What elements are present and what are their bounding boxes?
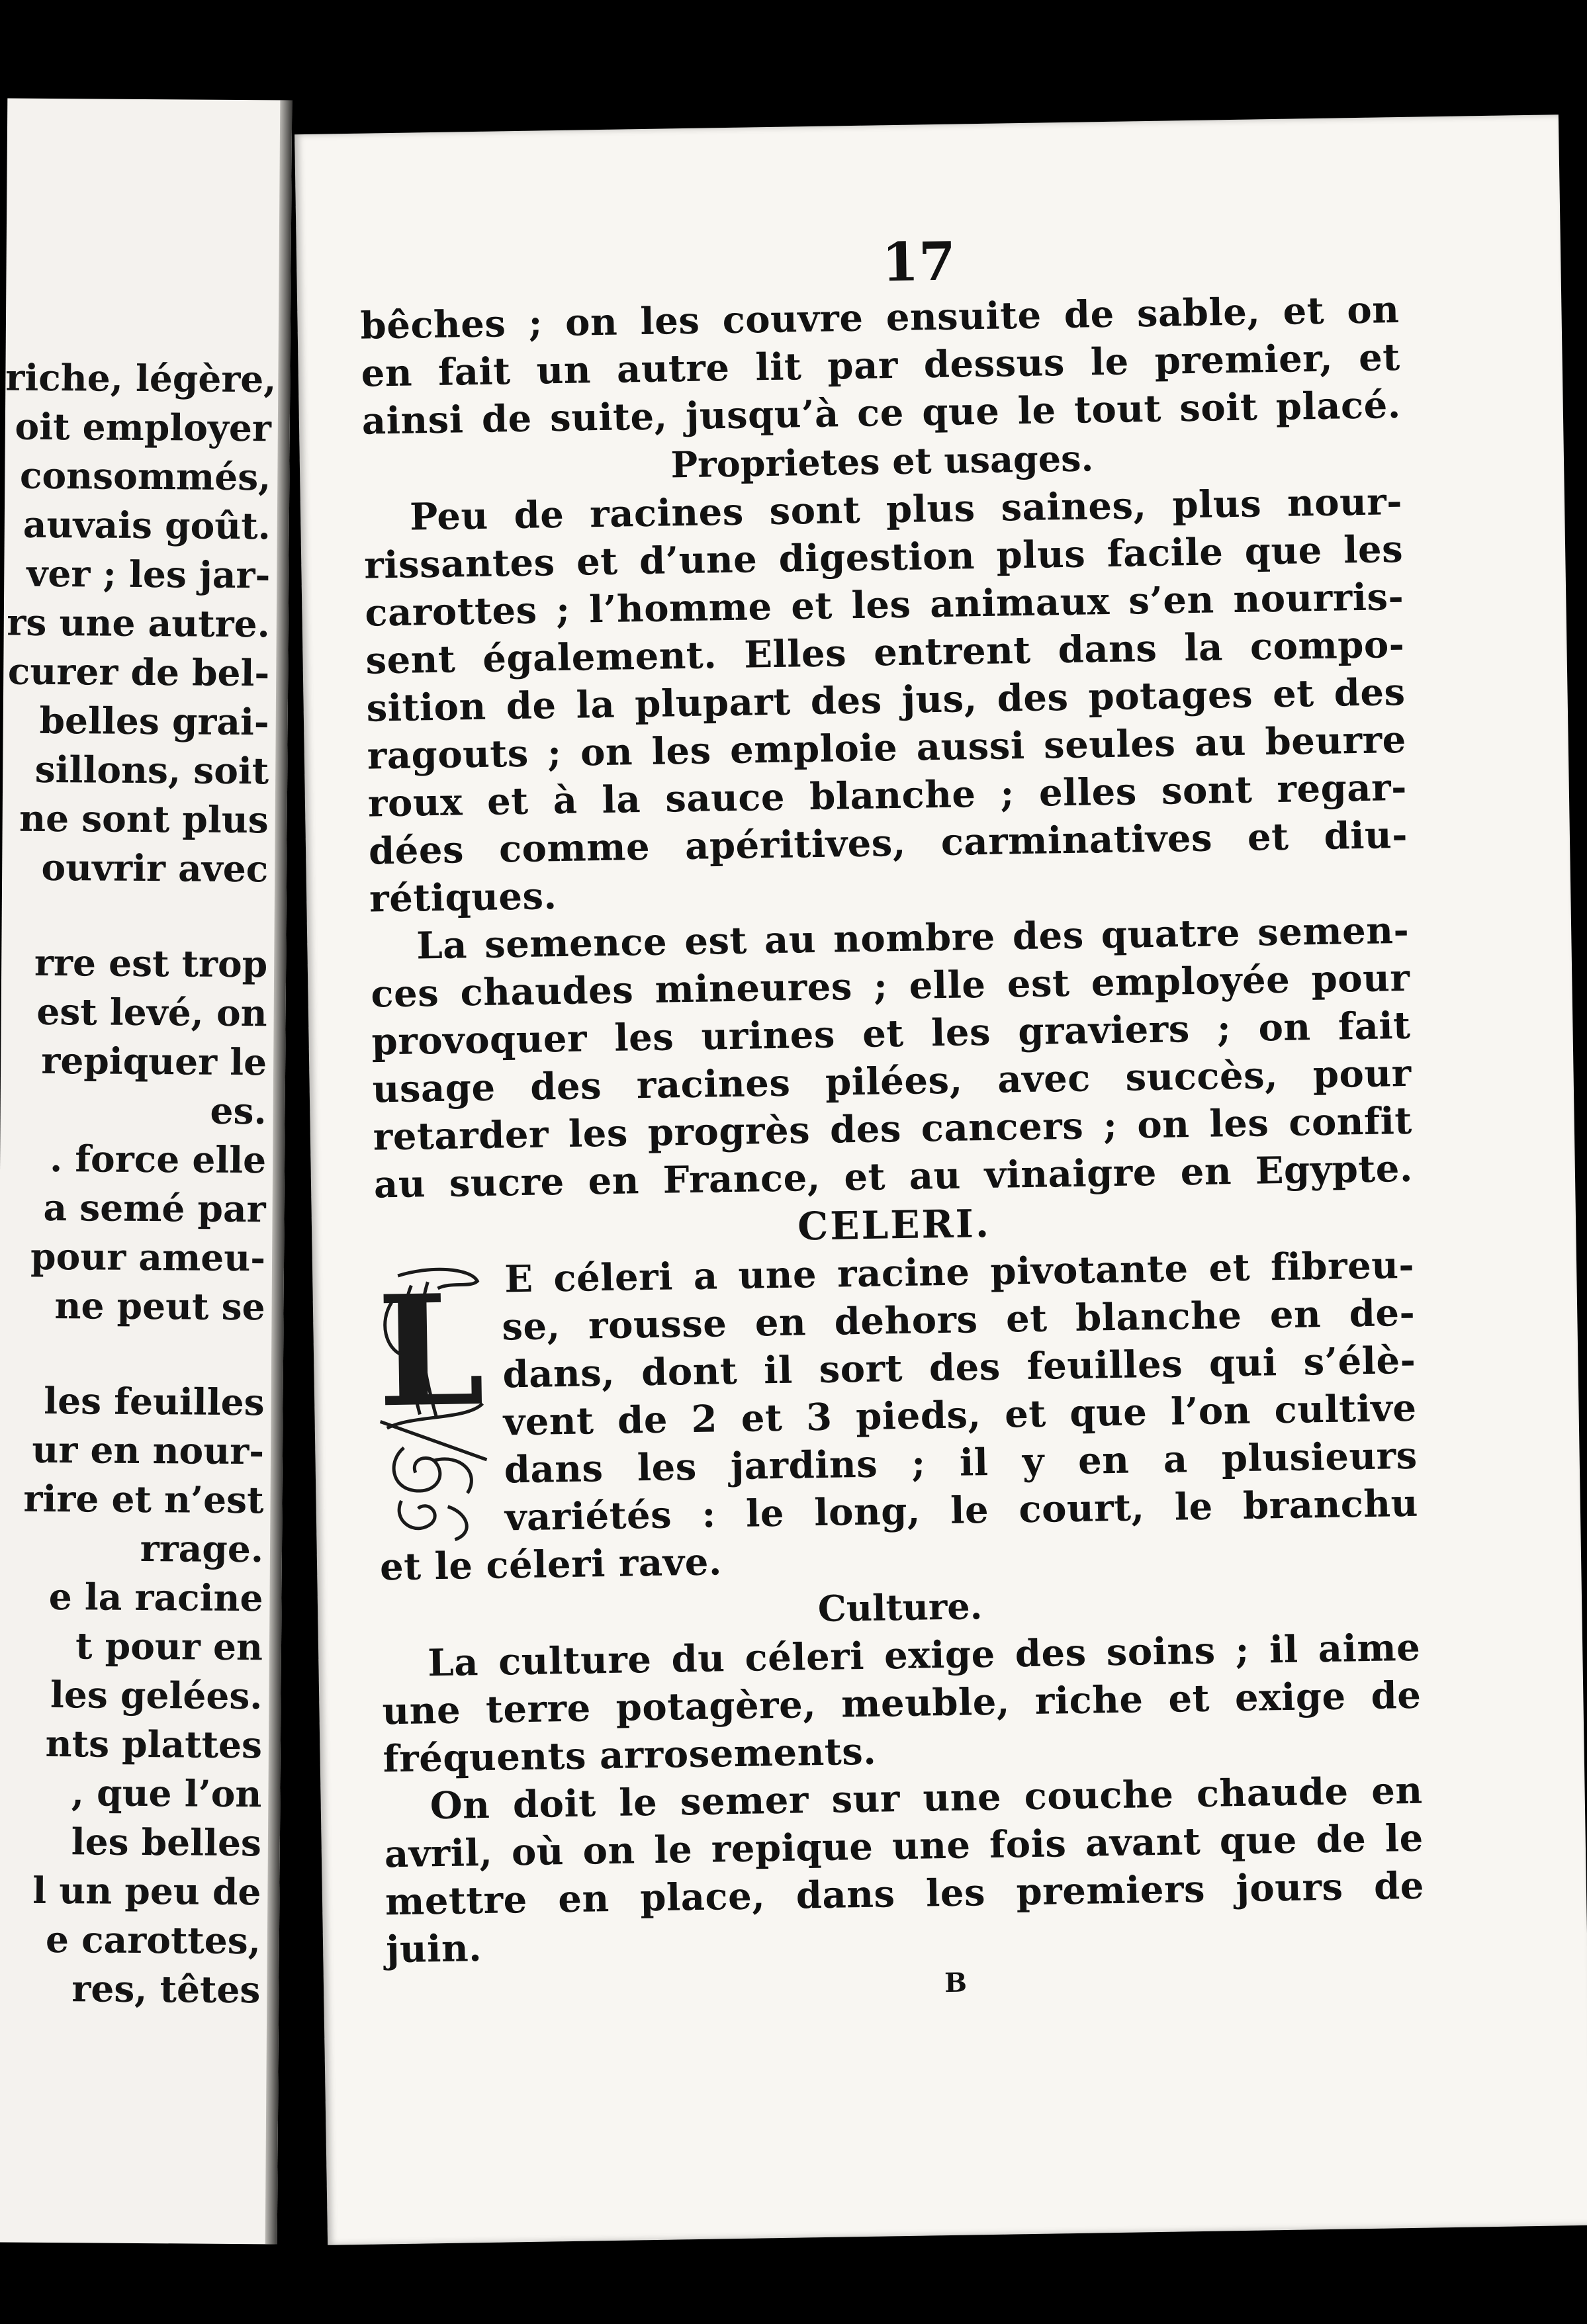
text-line: provoquer les urines et les graviers ; on fait <box>371 1003 1411 1064</box>
left-page-line: ne peut se <box>54 1284 265 1329</box>
text-line: roux et à la sauce blanche ; elles sont regar- <box>367 765 1408 826</box>
page-body <box>360 286 1425 1973</box>
intro-paragraph <box>360 286 1401 445</box>
section-heading-proprietes: Proprietes et usages. <box>670 437 1094 486</box>
left-page-line: belles grai- <box>39 698 269 744</box>
text-line: sition de la plupart des jus, des potages et des <box>366 670 1406 731</box>
left-page-line: ne sont plus <box>19 796 269 842</box>
text-line: usage des racines pilées, avec succès, pour <box>372 1051 1412 1112</box>
left-page-line: l un peu de <box>32 1868 261 1914</box>
left-page-line: les feuilles <box>44 1378 265 1424</box>
text-line: La culture du céleri exige des soins ; il aime <box>427 1625 1421 1685</box>
paragraph-celeri <box>375 1241 1420 1591</box>
section-heading-celeri: CELERI. <box>797 1200 991 1249</box>
left-page-line: e carottes, <box>45 1918 261 1963</box>
paragraph-semis <box>383 1767 1425 1974</box>
text-line: au sucre en France, et au vinaigre en Egypte. <box>373 1146 1414 1207</box>
left-page-line: ver ; les jar- <box>26 551 271 597</box>
text-line: dées comme apéritives, carminatives et diu- <box>368 813 1408 873</box>
left-page-line: auvais goût. <box>23 502 271 548</box>
left-page-line: a semé par <box>43 1185 266 1231</box>
left-page-line <box>0 1329 265 1378</box>
text-line: retarder les progrès des cancers ; on les confit <box>373 1098 1413 1159</box>
text-line: juin. <box>385 1926 482 1972</box>
left-page-text <box>0 353 277 2015</box>
text-line: et le céleri rave. <box>379 1540 723 1589</box>
left-page-line <box>1 892 267 940</box>
text-line: sent également. Elles entrent dans la compo- <box>365 622 1405 683</box>
left-page-line: rre est trop <box>34 940 268 986</box>
left-page-line: sillons, soit <box>34 747 269 793</box>
left-page <box>0 99 292 2245</box>
left-page-line: les gelées. <box>50 1673 263 1718</box>
text-line: variétés : le long, le court, le branchu <box>504 1481 1419 1540</box>
paragraph-proprietes <box>363 478 1409 923</box>
page-content <box>359 223 1426 2007</box>
left-page-line: t pour en <box>75 1624 263 1669</box>
left-page-line: res, têtes <box>71 1967 261 2012</box>
left-page-line: es. <box>210 1089 267 1133</box>
left-page-line: , que l’on <box>71 1771 262 1816</box>
left-page-line: e la racine <box>48 1575 263 1620</box>
text-line: fréquents arrosements. <box>383 1729 877 1781</box>
paragraph-culture <box>381 1624 1422 1783</box>
text-line: dans, dont il sort des feuilles qui s’élè- <box>502 1338 1416 1397</box>
text-line: carottes ; l’homme et les animaux s’en nourris- <box>364 574 1404 635</box>
text-line: On doit le semer sur une couche chaude en <box>430 1768 1424 1828</box>
section-heading-culture: Culture. <box>817 1585 983 1631</box>
text-line: une terre potagère, meuble, riche et exige de <box>381 1673 1422 1734</box>
left-page-line: pour ameu- <box>30 1234 266 1280</box>
text-line: E céleri a une racine pivotante et fibreu- <box>504 1243 1415 1302</box>
text-line: avril, où on le repique une fois avant que de le <box>384 1816 1424 1877</box>
svg-text:L: L <box>376 1261 486 1442</box>
left-page-line: rrage. <box>140 1526 264 1571</box>
left-page-line: . force elle <box>49 1137 267 1182</box>
left-page-line: est levé, on <box>36 989 267 1035</box>
left-page-line: ur en nour- <box>32 1427 265 1473</box>
left-page-line: repiquer le <box>41 1038 267 1084</box>
text-line: ainsi de suite, jusqu’à ce que le tout soit placé. <box>361 382 1402 443</box>
left-page-line: oit employer <box>15 404 272 450</box>
left-page-line: les belles <box>71 1820 262 1865</box>
text-line: ces chaudes mineures ; elle est employée pour <box>370 956 1410 1016</box>
text-line: ragouts ; on les emploie aussi seules au beurre <box>367 717 1407 778</box>
text-line: se, rousse en dehors et blanche en de- <box>501 1290 1416 1349</box>
left-page-line: ouvrir avec <box>41 845 269 891</box>
left-page-line: rs une autre. <box>7 600 271 646</box>
ornamental-drop-cap <box>371 1261 492 1548</box>
text-line: bêches ; on les couvre ensuite de sable, et on <box>360 288 1400 348</box>
text-line: rétiques. <box>369 874 558 921</box>
page-number: 17 <box>881 230 956 294</box>
left-page-line: rire et n’est <box>23 1476 264 1522</box>
text-line: La semence est au nombre des quatre semen- <box>416 908 1410 968</box>
text-line: dans les jardins ; il y en a plusieurs <box>504 1433 1418 1492</box>
text-line: mettre en place, dans les premiers jours de <box>385 1863 1425 1924</box>
paragraph-semence <box>370 907 1414 1209</box>
right-page <box>295 114 1587 2245</box>
text-line: rissantes et d’une digestion plus facile que les <box>363 527 1404 588</box>
left-page-line: consommés, <box>19 453 271 499</box>
left-page-line: nts plattes <box>45 1722 263 1767</box>
left-page-line: curer de bel- <box>7 649 270 695</box>
text-line: en fait un autre lit par dessus le premier, et <box>361 335 1401 396</box>
text-line: vent de 2 et 3 pieds, et que l’on cultive <box>503 1386 1418 1445</box>
signature-mark: B <box>944 1967 968 1999</box>
left-page-line: riche, légère, <box>5 355 277 401</box>
text-line: Peu de racines sont plus saines, plus nour- <box>409 479 1403 539</box>
